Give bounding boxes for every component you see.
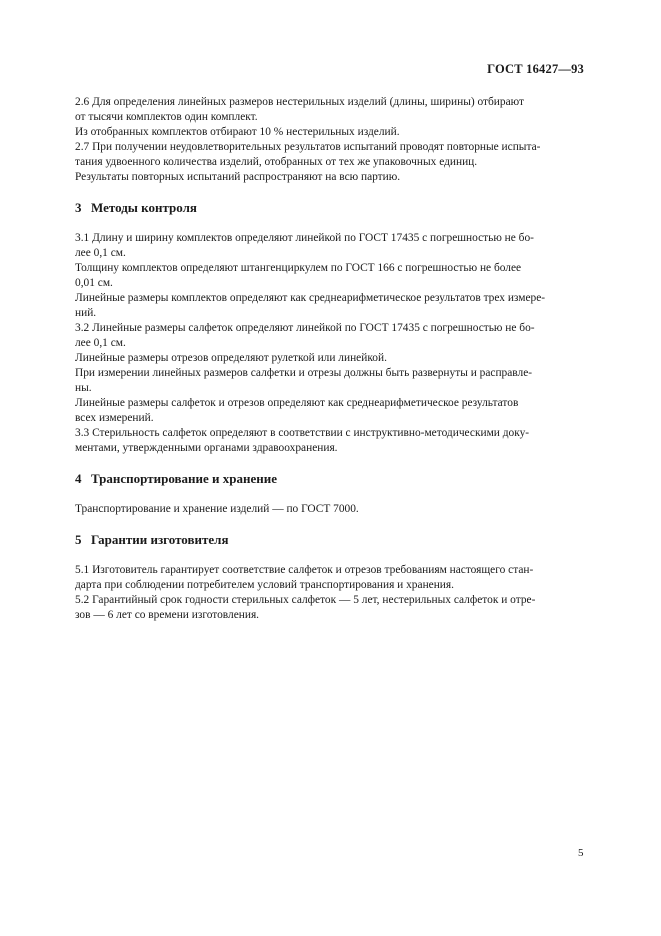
- text-line: ний.: [75, 307, 97, 319]
- paragraph-2-7: [75, 140, 583, 170]
- section-heading-5: [75, 532, 583, 547]
- text-line: ментами, утвержденными органами здравоохранения.: [75, 442, 338, 454]
- paragraph-3-2-c: [75, 366, 583, 396]
- section-title: Гарантии изготовителя: [91, 532, 229, 547]
- text-line: всех измерений.: [75, 412, 154, 424]
- section-number: 5: [75, 532, 82, 547]
- paragraph-3-1: [75, 231, 583, 261]
- paragraph-2-7-b: [75, 170, 583, 185]
- paragraph-3-2-b: [75, 351, 583, 366]
- section-heading-3: [75, 200, 583, 215]
- text-line: 3.2 Линейные размеры салфеток определяют линейкой по ГОСТ 17435 с погрешностью не бо-: [75, 322, 535, 334]
- section-heading-4: [75, 471, 583, 486]
- text-line: дарта при соблюдении потребителем условий транспортирования и хранения.: [75, 579, 454, 591]
- text-line: тания удвоенного количества изделий, отобранных от тех же упаковочных единиц.: [75, 156, 478, 168]
- text-line: 3.1 Длину и ширину комплектов определяют линейкой по ГОСТ 17435 с погрешностью не бо-: [75, 232, 534, 244]
- text-line: Линейные размеры комплектов определяют как среднеарифметическое результатов трех измере-: [75, 292, 546, 304]
- text-line: ны.: [75, 382, 92, 394]
- paragraph-5-2: [75, 593, 583, 623]
- text-line: Толщину комплектов определяют штангенциркулем по ГОСТ 166 с погрешностью не более: [75, 262, 522, 274]
- document-code-header: ГОСТ 16427—93: [487, 62, 584, 76]
- text-line: Линейные размеры салфеток и отрезов определяют как среднеарифметическое результатов: [75, 397, 519, 409]
- text-line: 5.1 Изготовитель гарантирует соответствие салфеток и отрезов требованиям настоящего стан-: [75, 564, 534, 576]
- paragraph-2-6: [75, 95, 583, 125]
- section-title: Методы контроля: [91, 200, 197, 215]
- text-line: зов — 6 лет со времени изготовления.: [75, 609, 260, 621]
- text-line: 5.2 Гарантийный срок годности стерильных салфеток — 5 лет, нестерильных салфеток и отре-: [75, 594, 536, 606]
- page-number: 5: [578, 847, 584, 859]
- paragraph-3-3: [75, 426, 583, 456]
- text-line: 2.6 Для определения линейных размеров нестерильных изделий (длины, ширины) отбирают: [75, 96, 524, 108]
- text-line: лее 0,1 см.: [75, 337, 126, 349]
- text-line: 2.7 При получении неудовлетворительных результатов испытаний проводят повторные испыта-: [75, 141, 541, 153]
- paragraph-3-2-d: [75, 396, 583, 426]
- text-line: 0,01 см.: [75, 277, 113, 289]
- paragraph-3-1-c: [75, 291, 583, 321]
- paragraph-4: [75, 502, 583, 517]
- text-line: 3.3 Стерильность салфеток определяют в соответствии с инструктивно-методическими доку-: [75, 427, 530, 439]
- section-number: 4: [75, 471, 82, 486]
- paragraph-2-6-b: [75, 125, 583, 140]
- section-number: 3: [75, 200, 82, 215]
- text-line: Из отобранных комплектов отбирают 10 % нестерильных изделий.: [75, 126, 400, 138]
- text-line: Транспортирование и хранение изделий — по ГОСТ 7000.: [75, 503, 359, 515]
- paragraph-3-2: [75, 321, 583, 351]
- paragraph-3-1-b: [75, 261, 583, 291]
- section-title: Транспортирование и хранение: [91, 471, 277, 486]
- document-body: [75, 95, 583, 623]
- text-line: Результаты повторных испытаний распространяют на всю партию.: [75, 171, 401, 183]
- text-line: При измерении линейных размеров салфетки и отрезы должны быть развернуты и расправле-: [75, 367, 533, 379]
- text-line: Линейные размеры отрезов определяют рулеткой или линейкой.: [75, 352, 387, 364]
- text-line: от тысячи комплектов один комплект.: [75, 111, 258, 123]
- text-line: лее 0,1 см.: [75, 247, 126, 259]
- paragraph-5-1: [75, 563, 583, 593]
